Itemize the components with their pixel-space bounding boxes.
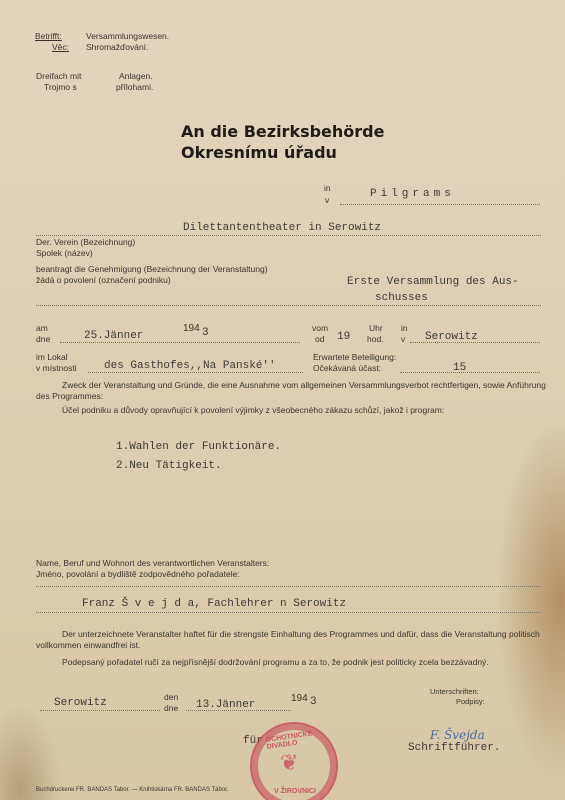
veranstalter-label-de: Name, Beruf und Wohnort des verantwortlichen Veranstalters: [36, 558, 270, 568]
prilohami-label: přílohami. [116, 82, 154, 92]
dne-label: dne [36, 334, 51, 344]
beteiligung-value: 15 [453, 362, 467, 374]
v-label: v [401, 334, 406, 344]
declaration-de: Der unterzeichnete Veranstalter haftet für die strengste Einhaltung des Programmes und dafür, dass die Veranstaltung politisch vollkommen einwandfrei ist. [36, 629, 540, 650]
event-year-printed: 194 [183, 323, 200, 334]
am-label: am [36, 323, 48, 333]
location-v-label: v [325, 195, 330, 205]
hod-label: hod. [367, 334, 384, 344]
podpisy-label: Podpisy: [456, 697, 485, 706]
program-item-2: 2.Neu Tätigkeit. [116, 460, 222, 472]
beteiligung-label-de: Erwartete Beteiligung: [313, 352, 397, 362]
verein-label-de: Der. Verein (Bezeichnung) [36, 237, 136, 247]
veranstalter-value: Franz Š v e j d a, Fachlehrer n Serowitz [82, 598, 347, 610]
vec-label: Věc: [52, 42, 70, 52]
fur-text: für [243, 735, 263, 747]
veranstaltung-label-cz: žádá o povolení (označení podniku) [36, 275, 171, 285]
stamp-emblem-icon: ❦ [280, 750, 299, 775]
betrifft-label: Betrifft: [35, 31, 62, 41]
zweck-text-cz: Účel podniku a důvody opravňující k povolení výjimky z všeobecného zákazu schůzí, jakož i program: [62, 405, 445, 415]
vom-label: vom [312, 323, 329, 333]
footer-year-printed: 194 [291, 693, 308, 704]
od-label: od [315, 334, 325, 344]
declaration-cz: Podepsaný pořadatel ručí za nejpřísnější dodržování programu a za to, že podnik jest politicky zcela bezzávadný. [62, 657, 489, 667]
title-line-2: Okresnímu úřadu [181, 143, 337, 162]
veranstaltung-value-1: Erste Versammlung des Aus- [347, 276, 519, 288]
role-text: Schriftführer. [408, 742, 501, 754]
program-item-1: 1.Wahlen der Funktionäre. [116, 441, 282, 453]
anlagen-label: Anlagen. [119, 71, 153, 81]
zweck-text-de: Zweck der Veranstaltung und Gründe, die eine Ausnahme vom allgemeinen Versammlungsverbot rechtfertigen, sowie Anführung des Programmes: [36, 380, 546, 401]
footer-place: Serowitz [54, 697, 107, 709]
lokal-label-cz: v místnosti [36, 363, 77, 373]
authority-location-value: Pilgrams [370, 188, 455, 200]
stamp-text-bottom: V ŽIROVNICI [274, 788, 317, 795]
organization-stamp [250, 722, 338, 800]
veranstalter-label-cz: Jméno, povolání a bydliště zodpovědného pořadatele: [36, 569, 240, 579]
veranstaltung-label-de: beantragt die Genehmigung (Bezeichnung der Veranstaltung) [36, 264, 268, 274]
betrifft-value: Versammlungswesen. [86, 31, 170, 41]
in-label: in [401, 323, 408, 333]
unterschriften-label: Unterschriften: [430, 687, 479, 696]
signature: F. Švejda [430, 728, 485, 742]
location-in-label: in [324, 183, 331, 193]
printer-line: Buchdruckerei FR. BANDAS Tabor. — Knihtiskárna FR. BANDAS Tábor. [36, 787, 229, 793]
footer-year-typed: 3 [310, 696, 317, 708]
footer-dne-label: dne [164, 703, 179, 713]
event-day: 25.Jänner [84, 330, 144, 342]
verein-label-cz: Spolek (název) [36, 248, 93, 258]
event-hour: 19 [337, 331, 351, 343]
uhr-label: Uhr [369, 323, 383, 333]
verein-value: Dilettantentheater in Serowitz [183, 222, 382, 234]
event-place: Serowitz [425, 331, 478, 343]
stamp-text-top: OCHOTNICKÉ DIVADLO [265, 730, 313, 751]
footer-date: 13.Jänner [196, 699, 256, 711]
footer-den-label: den [164, 692, 179, 702]
trojmo-label: Trojmo s [44, 82, 77, 92]
lokal-label-de: im Lokal [36, 352, 68, 362]
beteiligung-label-cz: Očekávaná účast: [313, 363, 382, 373]
veranstaltung-value-2: schusses [375, 292, 428, 304]
title-line-1: An die Bezirksbehörde [181, 122, 385, 141]
vec-value: Shromažďování. [86, 42, 149, 52]
dreifach-label: Dreifach mit [36, 71, 82, 81]
event-year-typed: 3 [202, 327, 209, 339]
lokal-value: des Gasthofes,,Na Panské'' [104, 360, 276, 372]
